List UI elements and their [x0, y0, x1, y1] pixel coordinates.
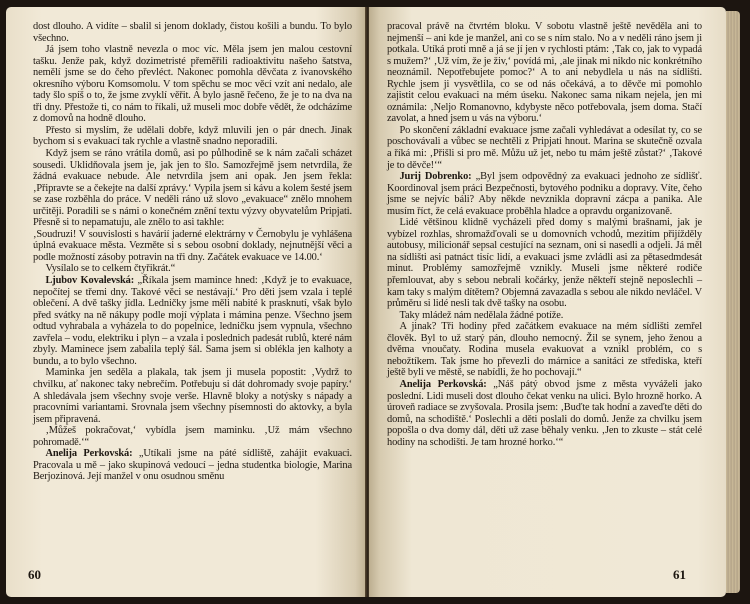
- paragraph: [387, 21, 702, 125]
- paragraph-text: „Utíkali jsme na páté sídliště, zahájit evakuaci. Pracovala u mě – jako skupinová vedoucí – jedna studentka biologie, Marina Berjozinová. Její manžel v onu osudnou směnu: [33, 448, 352, 483]
- paragraph: [387, 217, 702, 309]
- paragraph: [33, 263, 352, 275]
- page-edges: [726, 11, 740, 593]
- paragraph-text: Já jsem toho vlastně nevezla o moc víc. Měla jsem jen malou cestovní tašku. Jenže pak, když dozimetristé přeměřili radioaktivitu našeho šatstva, nemělí jsme se do čeho převléct. Nakonec pomohla děvčata z ivanovského okresního výboru Komsomolu. V tom spěchu se moc věcí vzít ani nedalo, ale tady šlo spíš o to, že jsme zvyklí věřit. A bylo jasně řečeno, že je to na dva na tři dny. Přestože ti, co nám to říkali, už museli moc dobře vědět, že odcházíme z domovů na hodně dlouho.: [33, 44, 352, 125]
- right-page-text: [387, 21, 702, 448]
- paragraph: [33, 21, 352, 44]
- paragraph: [387, 310, 702, 322]
- left-page-text: [33, 21, 352, 483]
- paragraph: [387, 379, 702, 448]
- paragraph-text: Lidé většinou klidně vycházeli před domy s malými brašnami, jak je vybízel rozhlas, shromažďovali se u domovních vchodů, mezitím přijížděly autobusy, milicionář sepsal cestující na seznam, oni si nasedli a odjeli. Já měl na sídlišti asi patnáct tisíc lidí, a evakuaci jsme zvládli asi za pětasedmdesát minut. Problémy samozřejmě vznikly. Museli jsme některé rodiče přemlouvat, aby s sebou nebrali kočárky, jenže někteří stejně neposlechli – kam taky s malým dítětem? Objemná zavazadla s sebou ale nikdo nevláčel. V průměru si lidé nesli tak dvě tašky na osobu.: [387, 217, 702, 310]
- speaker-name: Anelija Perkovská:: [399, 378, 487, 390]
- paragraph-text: ‚Soudruzi! V souvislosti s havárií jaderné elektrárny v Černobylu je vyhlášena úplná evakuace města. Vezměte si s sebou osobní doklady, nejnutnější věci a podle možností zásoby potravin na tři dny. Začátek evakuace ve 14.00.‘: [33, 228, 352, 263]
- paragraph: [387, 321, 702, 379]
- paragraph-text: Po skončení základní evakuace jsme začali vyhledávat a odesílat ty, co se poschovávali a vůbec se nechtěli z Pripjati hnout. Marina se skutečně ozvala a říká mi: ‚Přišli si pro mě. Můžu už jet, nebo tu mám ještě zůstat?‘ ‚Takové je to děvče!‘“: [387, 124, 702, 171]
- right-page-number: 61: [673, 567, 686, 582]
- paragraph: [387, 125, 702, 171]
- paragraph-text: „Náš pátý obvod jsme z města vyváželi jako poslední. Lidi museli dost dlouho čekat venku na ulici. Bylo hrozně horko. A úroveň radiace se zvyšovala. Prosila jsem: ‚Buďte tak hodní a zaveďte děti do domů, na schodiště.‘ Poslechli a děti poslali do domů. Jenže za chvilku jsem popošla o dva domy dál, děti už zase běhaly venku. ‚Jen to zkuste – stát celé hodiny na schodišti. Je tam hrozné horko.‘“: [387, 378, 702, 448]
- paragraph: [33, 44, 352, 125]
- paragraph-text: Přesto si myslím, že udělali dobře, když mluvili jen o pár dnech. Jinak bychom si s evakuací tak rychle a vlastně snadno neporadili.: [33, 124, 352, 148]
- paragraph-text: dost dlouho. A vidíte – sbalil si jenom doklady, čistou košili a bundu. To bylo všechno.: [33, 21, 352, 44]
- paragraph: [33, 148, 352, 229]
- paragraph-text: Když jsem se ráno vrátila domů, asi po půlhodině se k nám začali scházet sousedi. Uklidňovala jsem je, jak jen to šlo. Samozřejmě jsem netvrdila, že žádná evakuace nebude. Ale netvrdila jsem ani opak. Jen jsem řekla: ‚Připravte se a čekejte na další zprávy.‘ Vypila jsem si kávu a kolem šesté jsem se zase rozběhla do práce. V neděli ráno už slovo „evakuace“ znělo mnohem určitěji. Poradili se s námi o konečném znění textu výzvy obyvatelům Pripjati. Přesně si to nepamatuju, ale znělo to asi takhle:: [33, 148, 352, 229]
- paragraph-text: ‚Můžeš pokračovat,‘ vybídla jsem maminku. ‚Už mám všechno pohromadě.‘“: [33, 425, 352, 448]
- paragraph-text: pracoval právě na čtvrtém bloku. V sobotu vlastně ještě nevěděla ani to nejmenší – ani kde je manžel, ani co se s ním stalo. No a v neděli ráno jsem ji potkala. Utíká proti mně a já se jí jen v rychlosti ptám: ‚Tak co, jak to vypadá s mužem?‘ ‚Už vím, že je živ,‘ povídá mi, ‚ale jinak mi nikdo nic konkrétního neoznámil. Nepotřebujete pomoc?‘ A to ani nebydlela u nás na sídlišti. Rychle jsem ji vysvětlila, co se od nás očekává, a to děvče mi pomohlo zajistit celou evakuaci na mém úseku. Nakonec sama nikam nejela, jen mi oznámila: ‚Neljo Romanovno, kdybyste něco potřebovala, jsem doma. Stačí zavolat, a hned jsem u vás na výboru.‘: [387, 21, 702, 125]
- paragraph: [33, 275, 352, 367]
- paragraph-text: „Byl jsem odpovědný za evakuaci jednoho ze sídlišť. Koordinoval jsem práci Bezpečnosti, bytového podniku a dopravy. Víte, čeho jsme se nejvíc báli? Aby někde nevznikla dopravní zácpa a panika. Ale musím říct, že celá evakuace proběhla hladce a opravdu organizovaně.: [387, 171, 702, 217]
- paragraph-text: „Říkala jsem mamince hned: ‚Když je to evakuace, nepočítej se třemi dny. Takové věci se nestávají.‘ Pro děti jsem vzala i teplé oblečení. A dvě tašky jídla. Ledničky jsme měli nabité k prasknutí, však bylo před svátky na ně nákupy podle mojí výplata i mámina penze. Všechno jsem odtud vyhrabala a vyházela to do popelnice, ledničku jsem vypnula, všechno zavřela – vodu, elektriku i plyn – a vzala i poslednich padesát rublů, které nám zbyly. Maminece jsem zabalila teplý šál. Sama jsem si oblékla jen kalhoty a bundu, a to bylo všechno.: [33, 275, 353, 367]
- paragraph-text: A jinak? Tři hodiny před začátkem evakuace na mém sídlišti zemřel člověk. Byl to už starý pán, dlouho nemocný. Žil se synem, jeho ženou a dvěma vnoučaty. Rodina musela evakuovat a vznikl problém, co s nebožtíkem. Tak jsme ho převezli do márnice a sanitáci ze střediska, kteří ještě byli ve městě, se nabídli, že ho pochovají.“: [387, 321, 702, 379]
- paragraph: [33, 448, 352, 483]
- paragraph-text: Maminka jen seděla a plakala, tak jsem ji musela popostit: ‚Vydrž to chvilku, ať nakonec taky nebrečím. Potřebuju si dát dohromady svoje papíry.‘ A shledávala jsem všechny svoje verše. Hlavně bloky a notýsky s nápady a pracovními variantami. Srovnala jsem všechny písemnosti do aktovky, a byla jsem připravená.: [33, 367, 352, 425]
- speaker-name: Anelija Perkovská:: [45, 448, 133, 460]
- paragraph: [387, 171, 702, 217]
- paragraph-text: Taky mládež nám nedělala žádné potíže.: [399, 309, 564, 321]
- paragraph: [33, 425, 352, 448]
- right-page: [369, 7, 726, 597]
- speaker-name: Ljubov Kovalevská:: [45, 275, 135, 287]
- paragraph: [33, 125, 352, 148]
- left-page-number: 60: [28, 567, 41, 582]
- paragraph: [33, 229, 352, 264]
- left-page: [6, 7, 366, 597]
- paragraph-text: Vysílalo se to celkem čtyřikrát.“: [45, 263, 176, 275]
- speaker-name: Jurij Dobrenko:: [399, 171, 472, 183]
- paragraph: [33, 367, 352, 425]
